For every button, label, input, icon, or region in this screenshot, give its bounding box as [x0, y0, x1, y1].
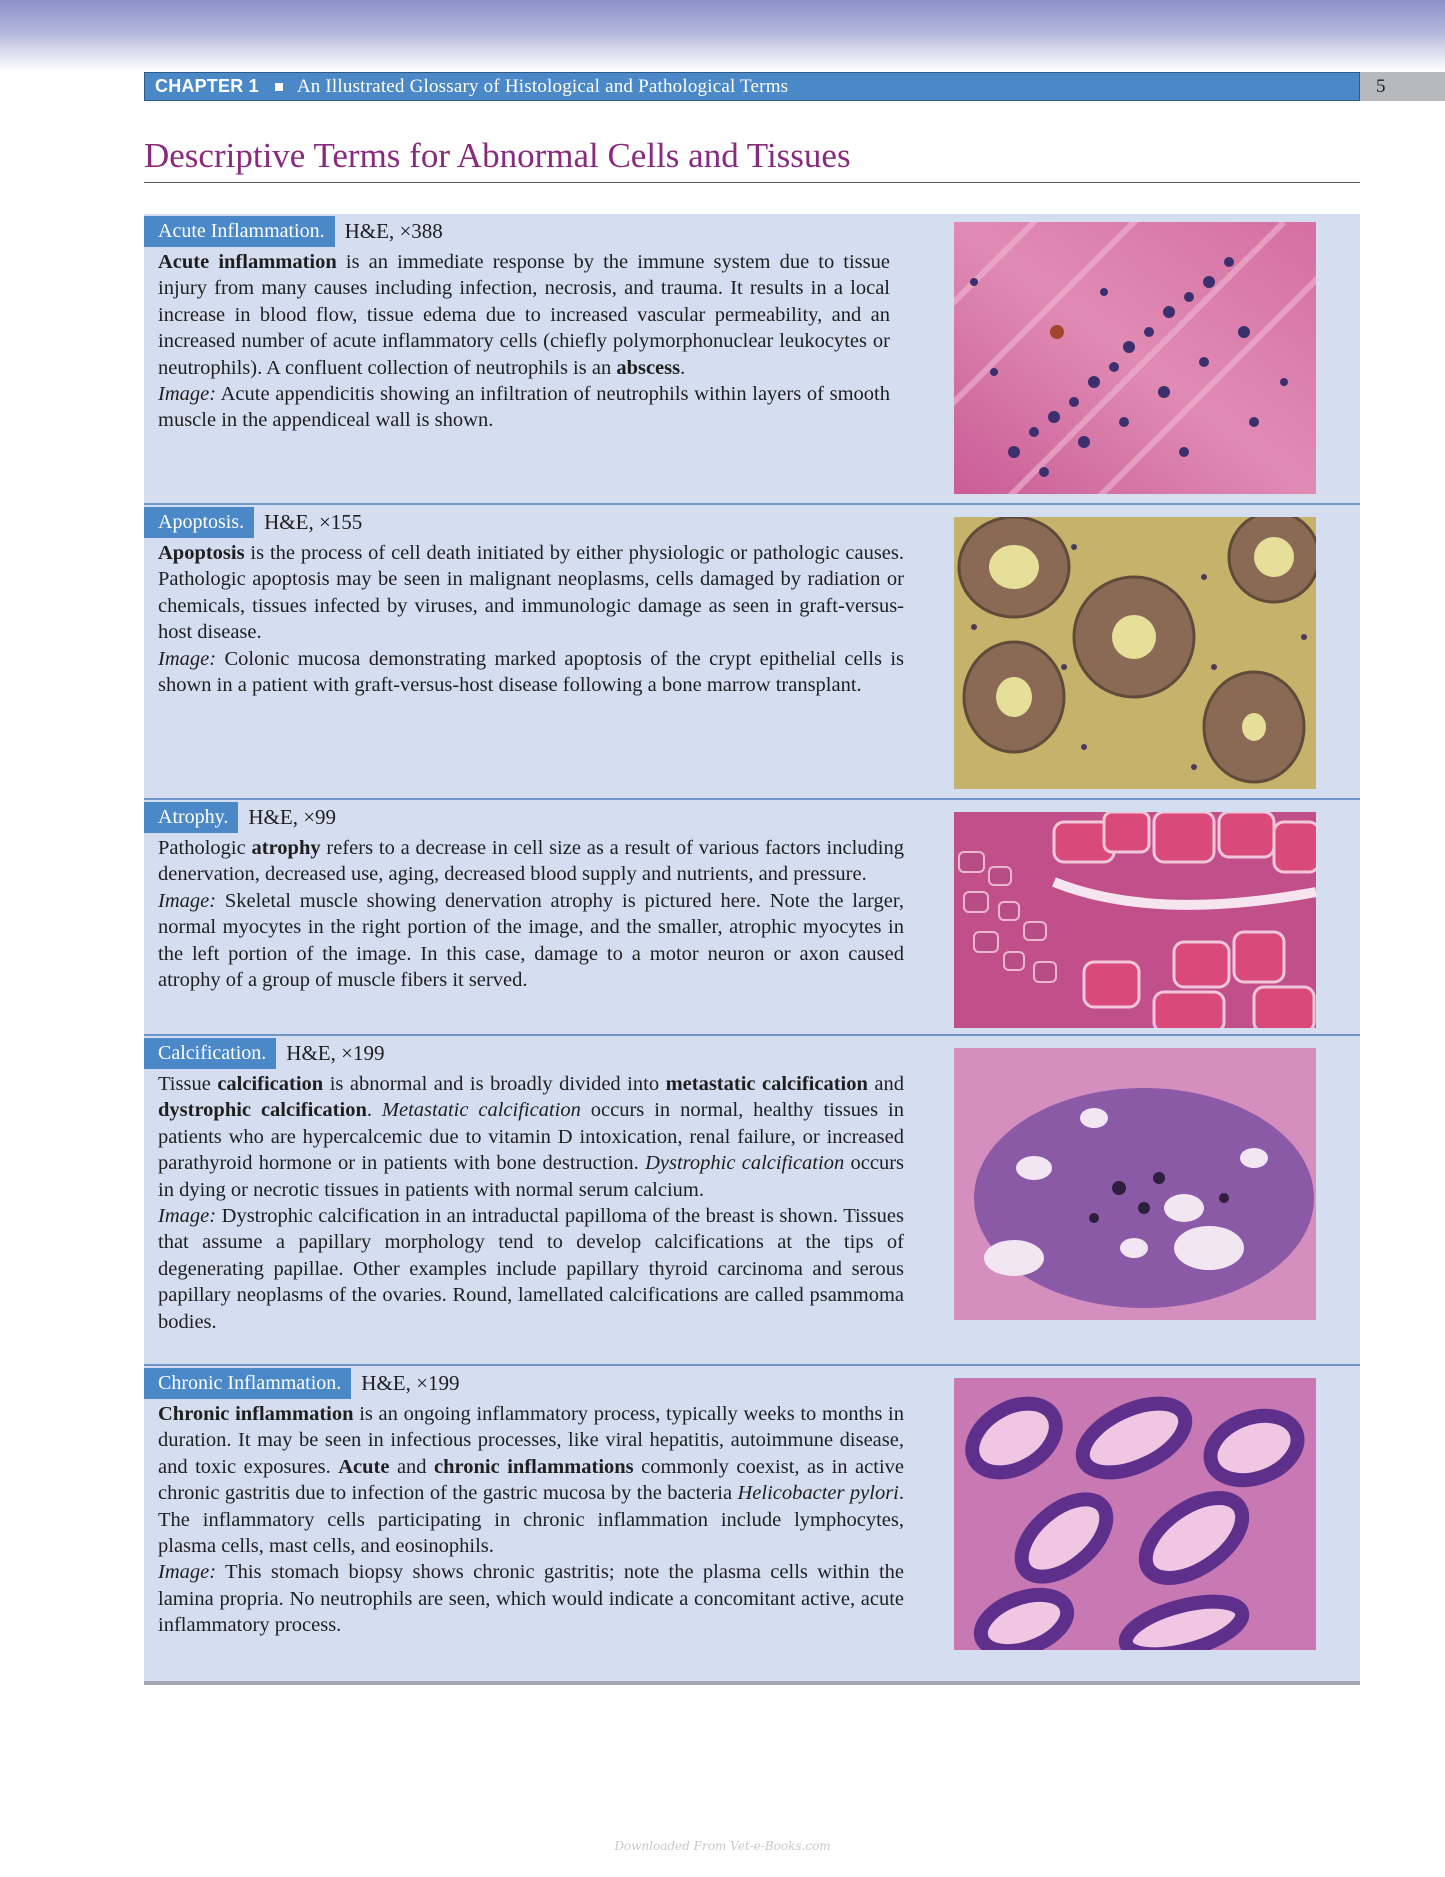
term-label: Atrophy.: [144, 802, 238, 833]
magnification: H&E, ×155: [264, 510, 363, 534]
image-label: Image:: [158, 647, 217, 670]
chapter-title: An Illustrated Glossary of Histological and Pathological Terms: [296, 75, 789, 97]
image-label: Image:: [158, 1561, 217, 1584]
glossary-panel: [144, 214, 1360, 1685]
image-label: Image:: [158, 889, 217, 912]
chapter-header-bar: [144, 72, 1360, 101]
calcification-micrograph-icon: [954, 1048, 1316, 1320]
entry-description: Chronic inflammation is an ongoing inflammatory process, typically weeks to months in duration. It may be seen in infectious processes, like viral hepatitis, autoimmune disease, and toxic exposures. Acute and chronic inflammations commonly coexist, as in active chronic gastritis due to infection of the gastric mucosa by the bacteria Helicobacter pylori. The inflammatory cells participating in chronic inflammation include lymphocytes, plasma cells, mast cells, and eosinophils. Image: This stomach biopsy shows chronic gastritis; note the plasma cells within the lamina propria. No neutrophils are seen, which would indicate a concomitant active, acute inflammatory process.: [158, 1403, 904, 1637]
magnification: H&E, ×99: [248, 805, 337, 829]
page-title: Descriptive Terms for Abnormal Cells and Tissues: [144, 136, 851, 175]
watermark: Downloaded From Vet-e-Books.com: [614, 1839, 831, 1853]
entry-description: Acute inflammation is an immediate response by the immune system due to tissue injury from many causes including infection, necrosis, and trauma. It results in a local increase in blood flow, tissue edema due to increased vascular permeability, and an increased number of acute inflammatory cells (chiefly polymorphonuclear leukocytes or neutrophils). A confluent collection of neutrophils is an abscess. Image: Acute appendicitis showing an infiltration of neutrophils within layers of smooth muscle in the appendiceal wall is shown.: [158, 251, 890, 432]
term-label: Acute Inflammation.: [144, 216, 335, 247]
magnification: H&E, ×199: [361, 1371, 460, 1395]
image-caption: Dystrophic calcification in an intraductal papilloma of the breast is shown. Tissues that assume a papillary morphology tend to develop calcifications at the tips of degenerating papillae. Other examples include papillary thyroid carcinoma and serous papillary neoplasms of the ovaries. Round, lamellated calcifications are called psammoma bodies.: [158, 1205, 905, 1333]
term-label: Chronic Inflammation.: [144, 1368, 351, 1399]
image-caption: Colonic mucosa demonstrating marked apoptosis of the crypt epithelial cells is shown in a patient with graft-versus-host disease following a bone marrow transplant.: [158, 647, 904, 697]
entry-description: Apoptosis is the process of cell death initiated by either physiologic or pathologic causes. Pathologic apoptosis may be seen in malignant neoplasms, cells damaged by radiation or chemicals, tissues infected by viruses, and immunologic damage as seen in graft-versus-host disease. Image: Colonic mucosa demonstrating marked apoptosis of the crypt epithelial cells is shown in a patient with graft-versus-host disease following a bone marrow transplant.: [158, 542, 904, 697]
panel-bottom-rule: [144, 1681, 1360, 1685]
entry-description: Tissue calcification is abnormal and is broadly divided into metastatic calcification and dystrophic calcification. Metastatic calcification occurs in normal, healthy tissues in patients who are hypercalcemic due to vitamin D intoxication, renal failure, or increased parathyroid hormone or in patients with bone destruction. Dystrophic calcification occurs in dying or necrotic tissues in patients with normal serum calcium. Image: Dystrophic calcification in an intraductal papilloma of the breast is shown. Tissues that assume a papillary morphology tend to develop calcifications at the tips of degenerating papillae. Other examples include papillary thyroid carcinoma and serous papillary neoplasms of the ovaries. Round, lamellated calcifications are called psammoma bodies.: [158, 1073, 905, 1333]
chapter-label: CHAPTER 1: [155, 76, 259, 96]
chronic-inflammation-micrograph-icon: [954, 1378, 1316, 1650]
image-caption: This stomach biopsy shows chronic gastritis; note the plasma cells within the lamina propria. No neutrophils are seen, which would indicate a concomitant active, acute inflammatory process.: [158, 1561, 904, 1637]
title-divider: [144, 182, 1360, 183]
term-label: Apoptosis.: [144, 507, 254, 538]
page-number-box: [1360, 72, 1445, 101]
image-caption: Acute appendicitis showing an infiltration of neutrophils within layers of smooth muscle in the appendiceal wall is shown.: [158, 383, 890, 432]
square-bullet-icon: [275, 83, 283, 91]
acute-inflammation-micrograph-icon: [954, 222, 1316, 494]
magnification: H&E, ×388: [344, 219, 443, 243]
term-label: Calcification.: [144, 1038, 276, 1069]
entry-description: Pathologic atrophy refers to a decrease in cell size as a result of various factors including denervation, decreased use, aging, decreased blood supply and nutrients, and pressure. Image: Skeletal muscle showing denervation atrophy is pictured here. Note the larger, normal myocytes in the right portion of the image, and the smaller, atrophic myocytes in the left portion of the image. In this case, damage to a motor neuron or axon caused atrophy of a group of muscle fibers it served.: [158, 837, 904, 992]
image-label: Image:: [158, 1205, 217, 1228]
magnification: H&E, ×199: [286, 1041, 385, 1065]
atrophy-micrograph-icon: [954, 812, 1316, 1028]
image-caption: Skeletal muscle showing denervation atrophy is pictured here. Note the larger, normal myocytes in the right portion of the image, and the smaller, atrophic myocytes in the left portion of the image. In this case, damage to a motor neuron or axon caused atrophy of a group of muscle fibers it served.: [158, 889, 904, 992]
apoptosis-micrograph-icon: [954, 517, 1316, 789]
image-label: Image:: [158, 383, 217, 406]
top-gradient-band: [0, 0, 1445, 72]
page-number: 5: [1376, 75, 1386, 97]
